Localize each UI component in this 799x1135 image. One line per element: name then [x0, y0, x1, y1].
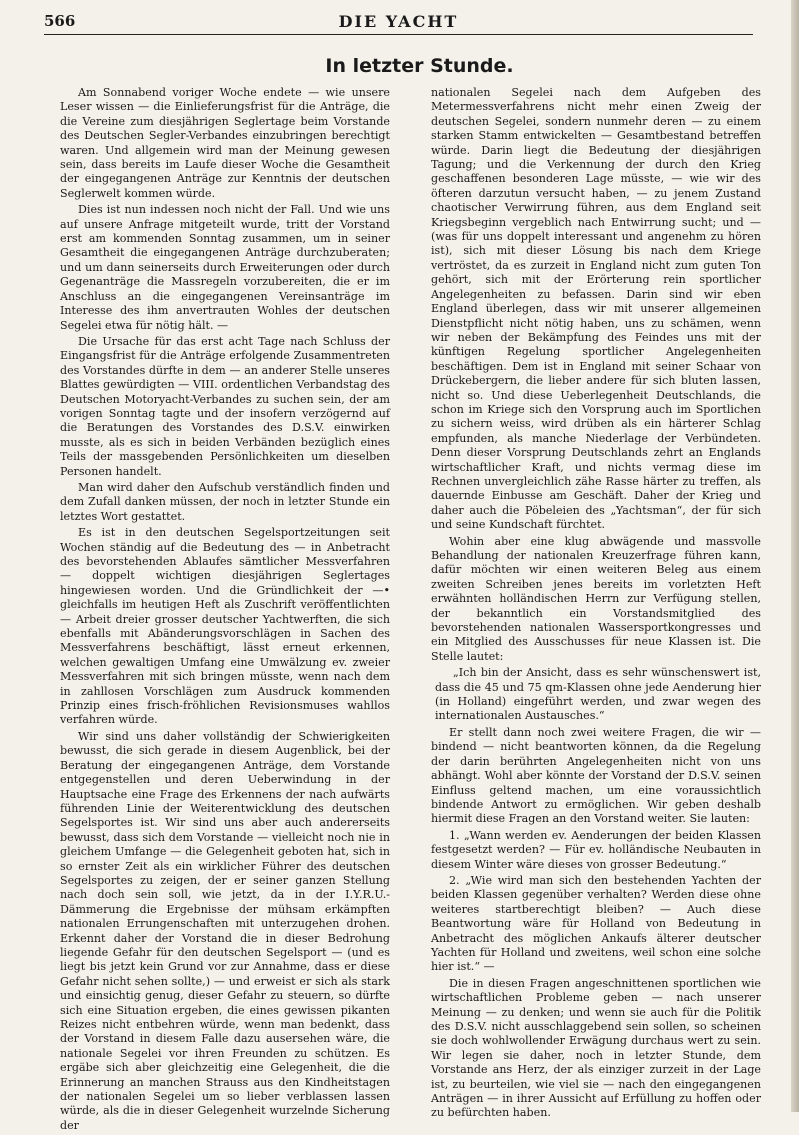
paragraph: nationalen Segelei nach dem Aufgeben des Metermessverfahrens nicht mehr einen Zweig der deutschen Segelei, sondern nunmehr deren — zu einem starken Stamm entwickelten — Gesamtbestand betreffen würde. Darin liegt die Bedeutung der diesjährigen Tagung; und die Verkennung der durch den Krieg geschaffenen besonderen Lage müsste, — wie wir des öfteren darzutun versucht haben, — zu jenem Zustand chaotischer Verwirrung führen, aus dem England seit Kriegsbeginn vergeblich nach Entwirrung sucht; und — (was für uns doppelt interessant und angenehm zu hören ist), sich mit dieser Lösung bis nach dem Kriege vertröstet, da es zurzeit in England nicht zum guten Ton gehört, sich mit der Erörterung rein sportlicher Angelegenheiten zu befassen. Darin sind wir eben England überlegen, dass wir mit unserer allgemeinen Dienstpflicht nicht nötig haben, uns zu schämen, wenn wir neben der Bekämpfung des Feindes uns mit der künftigen Regelung sportlicher Angelegenheiten beschäftigen. Dem ist in England mit seiner Schaar von Drückebergern, die lieber andere für sich bluten lassen, nicht so. Und diese Ueberlegenheit Deutschlands, die schon im Kriege sich den Vorsprung auch im Sportlichen zu sichern weiss, wird drüben als ein härterer Schlag empfunden, als manche Niederlage der Verbündeten. Denn dieser Vorsprung Deutschlands zehrt an Englands wirtschaftlicher Kraft, und nichts vermag diese im Rechnen unvergleichlich zähe Rasse härter zu treffen, als dauernde Einbusse am Geschäft. Daher der Krieg und daher auch die Pöbeleien des „Yachtsman“, der für sich und seine Kundschaft fürchtet. [431, 86, 761, 532]
paragraph: Dies ist nun indessen noch nicht der Fall. Und wie uns auf unsere Anfrage mitgeteilt wurde, tritt der Vorstand erst am kommenden Sonntag zusammen, um in seiner Gesamtheit die eingegangenen Anträge durchzuberaten; und um dann seinerseits durch Erweiterungen oder durch Gegenanträge die Massregeln vorzubereiten, die er im Anschluss an die eingegangenen Vereinsanträge im Interesse des ihm anvertrauten Wohles der deutschen Segelei etwa für nötig hält. — [60, 203, 390, 332]
paragraph: Wohin aber eine klug abwägende und massvolle Behandlung der nationalen Kreuzerfrage führen kann, dafür möchten wir einen weiteren Beleg aus einem zweiten Schreiben jenes bereits im vorletzten Heft erwähnten holländischen Herrn zur Verfügung stellen, der bekanntlich ein Vorstandsmitglied des bevorstehenden nationalen Wassersportkongresses und ein Mitglied des Ausschusses für neue Klassen ist. Die Stelle lautet: [431, 534, 761, 663]
question-2: 2. „Wie wird man sich den bestehenden Yachten der beiden Klassen gegenüber verhalten? Werden diese ohne weiteres startberechtigt bleiben? — Auch diese Beantwortung wäre für Holland von Bedeutung in Anbetracht des möglichen Ankaufs älterer deutscher Yachten für Holland und zweitens, weil schon eine solche hier ist.“ — [431, 873, 761, 974]
question-1: 1. „Wann werden ev. Aenderungen der beiden Klassen festgesetzt werden? — Für ev. holländische Neubauten in diesem Winter wäre dieses von grosser Bedeutung.“ [431, 828, 761, 871]
page-edge-shadow [791, 0, 799, 1112]
left-column [60, 86, 390, 1135]
article-title: In letzter Stunde. [325, 55, 514, 77]
quote-paragraph: „Ich bin der Ansicht, dass es sehr wünschenswert ist, dass die 45 und 75 qm-Klassen ohne jede Aenderung hier (in Holland) eingeführt werden, und zwar wegen des internationalen Austausches.“ [435, 666, 761, 723]
page-header [44, 10, 753, 36]
paragraph: Er stellt dann noch zwei weitere Fragen, die wir — bindend — nicht beantworten können, da die Regelung der darin berührten Angelegenheiten nicht von uns abhängt. Wohl aber könnte der Vorstand der D.S.V. seinen Einfluss geltend machen, um eine voraussichtlich bindende Antwort zu ermöglichen. Wir geben deshalb hiermit diese Fragen an den Vorstand weiter. Sie lauten: [431, 725, 761, 826]
paragraph: Wir sind uns daher vollständig der Schwierigkeiten bewusst, die sich gerade in diesem Augenblick, bei der Beratung der eingegangenen Anträge, dem Vorstande entgegenstellen und deren Ueberwindung in der Hauptsache eine Frage des Erkennens der nach aufwärts führenden Linie der Weiterentwicklung des deutschen Segelsportes ist. Wir sind uns aber auch andererseits bewusst, dass sich dem Vorstande — vielleicht noch nie in gleichem Umfange — die Gelegenheit geboten hat, sich in so ernster Zeit als ein wirklicher Führer des deutschen Segelsportes zu zeigen, der er seiner ganzen Stellung nach doch sein soll, wie jetzt, da in der I.Y.R.U.-Dämmerung die Ergebnisse der mühsam erkämpften nationalen Errungenschaften mit unterzugehen drohen. Erkennt daher der Vorstand die in dieser Bedrohung liegende Gefahr für den deutschen Segelsport — (und es liegt bis jetzt kein Grund vor zur Annahme, dass er diese Gefahr nicht sehen sollte,) — und erweist er sich als stark und einsichtig genug, dieser Gefahr zu steuern, so dürfte sich eine Situation ergeben, die eines gewissen pikanten Reizes nicht entbehren würde, wenn man bedenkt, dass der Vorstand in diesem Falle dazu ausersehen wäre, die nationale Segelei vor ihren Freunden zu schützen. Es ergäbe sich aber gleichzeitig eine Gelegenheit, die die Erinnerung an manchen Strauss aus den Kindheitstagen der nationalen Segelei um so lieber verblassen lassen würde, als die in dieser Gelegenheit wurzelnde Sicherung der [60, 729, 390, 1132]
running-title: DIE YACHT [338, 12, 459, 31]
paragraph: Die in diesen Fragen angeschnittenen sportlichen wie wirtschaftlichen Probleme geben — nach unserer Meinung — zu denken; und wenn sie auch für die Politik des D.S.V. nicht ausschlaggebend sein sollen, so scheinen sie doch wohlwollender Erwägung durchaus wert zu sein. Wir legen sie daher, noch in letzter Stunde, dem Vorstande ans Herz, der als einziger zurzeit in der Lage ist, zu beurteilen, wie viel sie — nach den eingegangenen Anträgen — in ihrer Aussicht auf Erfüllung zu hoffen oder zu befürchten haben. [431, 976, 761, 1120]
paragraph: Am Sonnabend voriger Woche endete — wie unsere Leser wissen — die Einlieferungsfrist für die Anträge, die die Vereine zum diesjährigen Seglertage beim Vorstande des Deutschen Segler-Verbandes einzubringen berechtigt waren. Und allgemein wird man der Meinung gewesen sein, dass bereits im Laufe dieser Woche die Gesamtheit der eingegangenen Anträge zur Kenntnis der deutschen Seglerwelt kommen würde. [60, 86, 390, 200]
paragraph: Es ist in den deutschen Segelsportzeitungen seit Wochen ständig auf die Bedeutung des — in Anbetracht des bevorstehenden Ablaufes sämtlicher Messverfahren — doppelt wichtigen diesjährigen Seglertages hingewiesen worden. Und die Gründlichkeit der —• gleichfalls im heutigen Heft als Zuschrift veröffentlichten — Arbeit dreier grosser deutscher Yachtwerften, die sich ebenfalls mit Abänderungsvorschlägen in Sachen des Messverfahrens beschäftigt, lässt erneut erkennen, welchen gewaltigen Umfang eine Umwälzung ev. zweier Messverfahren mit sich bringen müsste, wenn nach dem in zahllosen Vorschlägen zum Ausdruck kommenden Prinzip eines frisch-fröhlichen Revisionsmuses wahllos verfahren würde. [60, 526, 390, 727]
paragraph: Man wird daher den Aufschub verständlich finden und dem Zufall danken müssen, der noch in letzter Stunde ein letztes Wort gestattet. [60, 480, 390, 523]
paragraph: Die Ursache für das erst acht Tage nach Schluss der Eingangsfrist für die Anträge erfolgende Zusammentreten des Vorstandes dürfte in dem — an anderer Stelle unseres Blattes gewürdigten — VIII. ordentlichen Verbandstag des Deutschen Motoryacht-Verbandes zu suchen sein, der am vorigen Sonntag tagte und der insofern verzögernd auf die Beratungen des Vorstandes des D.S.V. einwirken musste, als es sich in beiden Verbänden bezüglich eines Teils der massgebenden Persönlichkeiten um dieselben Personen handelt. [60, 334, 390, 478]
header-rule [44, 34, 753, 35]
right-column [431, 86, 761, 1123]
page-number: 566 [44, 12, 76, 30]
